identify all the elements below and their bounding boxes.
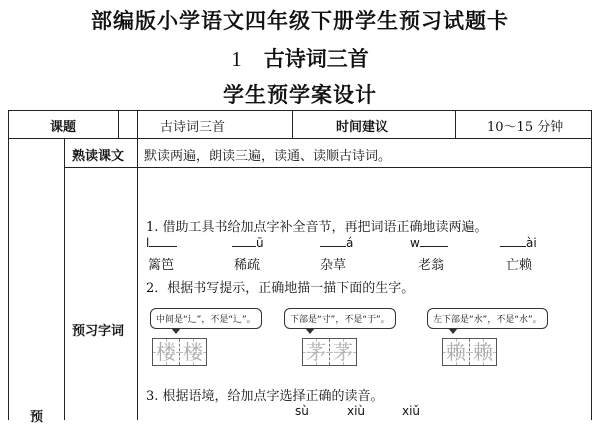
q3-pinyin-1: sù — [295, 404, 309, 418]
word-4: 老翁 — [418, 258, 445, 273]
pinyin-blank-5[interactable]: ài — [500, 236, 537, 250]
topic-label: 课题 — [50, 120, 77, 135]
char-grid-3 — [442, 338, 497, 366]
trace-char-2b[interactable]: 茅 — [330, 339, 356, 365]
word-3: 杂草 — [320, 258, 347, 273]
word-5: 亡赖 — [506, 258, 533, 273]
words-label: 预习字词 — [72, 324, 125, 339]
q3-pinyin-2: xiù — [347, 404, 366, 418]
char-grid-2 — [302, 338, 357, 366]
lesson-number: 1 — [231, 47, 242, 71]
lesson-title — [0, 43, 600, 73]
trace-char-1b[interactable]: 楼 — [180, 339, 206, 365]
question-3: 3. 根据语境，给加点字选择正确的读音。 — [146, 389, 384, 404]
preview-side-label: 预 — [30, 410, 44, 425]
trace-char-3b[interactable]: 赖 — [470, 339, 496, 365]
word-2: 稀疏 — [234, 258, 261, 273]
question-1: 1. 借助工具书给加点字补全音节，再把词语正确地读两遍。 — [146, 220, 488, 235]
time-label: 时间建议 — [336, 120, 389, 135]
trace-char-3a[interactable]: 赖 — [443, 339, 470, 365]
writing-tip-3: 左下部是“水”，不是“水”。 — [427, 308, 548, 329]
section-title: 学生预学案设计 — [223, 83, 377, 107]
read-label: 熟读课文 — [72, 149, 125, 164]
pinyin-blank-2[interactable]: ū — [232, 236, 264, 250]
char-grid-1 — [152, 338, 207, 366]
lesson-name: 古诗词三首 — [263, 47, 369, 71]
read-content: 默读两遍，朗读三遍，读通、读顺古诗词。 — [144, 149, 392, 164]
pinyin-blank-3[interactable]: á — [320, 236, 353, 250]
trace-char-1a[interactable]: 楼 — [153, 339, 180, 365]
pinyin-blank-1[interactable]: l — [146, 236, 177, 250]
time-value: 10～15 分钟 — [487, 120, 564, 135]
word-1: 篱笆 — [148, 258, 175, 273]
trace-char-2a[interactable]: 茅 — [303, 339, 330, 365]
pinyin-blank-4[interactable]: w — [410, 236, 448, 250]
card-title: 部编版小学语文四年级下册学生预习试题卡 — [91, 9, 509, 33]
topic-value: 古诗词三首 — [160, 120, 226, 135]
writing-tip-1: 中间是“辶”，不是“辶”。 — [150, 308, 262, 329]
question-2: 2．根据书写提示，正确地描一描下面的生字。 — [146, 281, 415, 296]
writing-tip-2: 下部是“寸”，不是“于”。 — [284, 308, 396, 329]
q3-pinyin-3: xiǔ — [402, 404, 421, 418]
